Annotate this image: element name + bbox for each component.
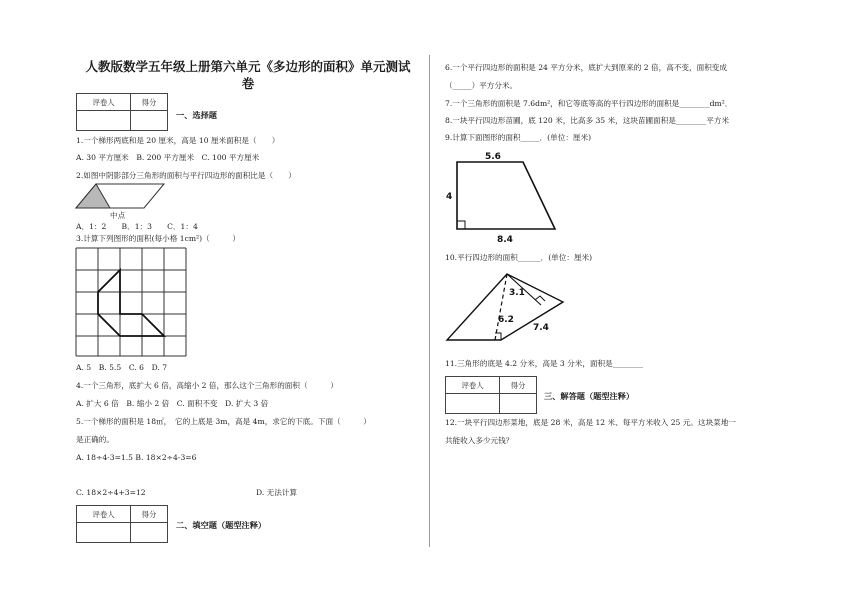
- reviewer-header: 评卷人: [446, 377, 500, 394]
- question-1-options: A. 30 平方厘米 B. 200 平方厘米 C. 100 平方厘米: [76, 153, 260, 162]
- grid-figure: [76, 248, 186, 358]
- question-1: 1.一个梯形两底和是 20 厘米，高是 10 厘米面积是（ ）: [76, 136, 280, 145]
- question-7: 7.一个三角形的面积是 7.6dm²，和它等底等高的平行四边形的面积是________dm²．: [445, 99, 733, 108]
- score-cell[interactable]: [500, 394, 537, 414]
- parallelogram-figure: [445, 268, 575, 348]
- section-fill-blank: 二、填空题（题型注释）: [176, 520, 267, 530]
- parallelogram-label-a: 3.1: [509, 288, 525, 298]
- question-12-cont: 共能收入多少元钱？: [445, 436, 514, 445]
- section-answer: 三、解答题（题型注释）: [544, 391, 635, 401]
- score-header: 得分: [500, 377, 537, 394]
- question-5-option-d: D. 无法计算: [256, 488, 298, 497]
- score-cell[interactable]: [131, 523, 168, 543]
- question-3: 3.计算下列图形的面积(每小格 1cm²)（ ）: [76, 234, 241, 243]
- question-5-cont: 是正确的。: [76, 435, 114, 444]
- question-8: 8.一块平行四边形苗圃，底 120 米，比高多 35 米，这块苗圃面积是________平方米: [445, 116, 730, 125]
- reviewer-header: 评卷人: [77, 94, 131, 111]
- question-9: 9.计算下面图形的面积_____．(单位：厘米): [445, 133, 592, 142]
- score-table-3: [445, 376, 537, 414]
- section-choice: 一、选择题: [176, 110, 217, 120]
- parallelogram-label-b: 6.2: [498, 315, 514, 325]
- score-header: 得分: [131, 94, 168, 111]
- trapezoid-top-label: 5.6: [485, 152, 501, 162]
- title-line-1: 人教版数学五年级上册第六单元《多边形的面积》单元测试: [85, 59, 411, 74]
- question-5-options-ab: A. 18÷4-3=1.5 B. 18×2÷4-3=6: [76, 453, 197, 462]
- question-3-options: A. 5 B. 5.5 C. 6 D. 7: [76, 363, 168, 372]
- trapezoid-left-label: 4: [446, 192, 453, 202]
- trapezoid-figure: [445, 147, 565, 247]
- reviewer-cell[interactable]: [77, 111, 131, 131]
- midpoint-label: 中点: [110, 211, 126, 220]
- title-line-2: 卷: [241, 76, 255, 91]
- column-divider: [429, 55, 430, 547]
- question-12: 12.一块平行四边形菜地，底是 28 米，高是 12 米、每平方米收入 25 元。这块菜地一: [445, 418, 736, 427]
- score-table-2: [76, 505, 168, 543]
- reviewer-cell[interactable]: [446, 394, 500, 414]
- question-5: 5.一个梯形的面积是 18㎡， 它的上底是 3m，高是 4m，求它的下底。下面（ ）: [76, 417, 372, 426]
- score-header: 得分: [131, 506, 168, 523]
- question-11: 11.三角形的底是 4.2 分米，高是 3 分米，面积是________: [445, 359, 644, 368]
- trapezoid-bottom-label: 8.4: [497, 235, 513, 245]
- question-6: 6.一个平行四边形的面积是 24 平方分米，底扩大到原来的 2 倍，高不变，面积变成: [445, 63, 727, 72]
- parallelogram-label-c: 7.4: [533, 323, 549, 333]
- question-6-cont: （_____）平方分米。: [445, 81, 518, 90]
- question-5-option-c: C. 18×2÷4+3=12: [76, 488, 146, 497]
- question-4-options: A. 扩大 6 倍 B. 缩小 2 倍 C. 面积不变 D. 扩大 3 倍: [76, 399, 269, 408]
- question-2-options: A．1：2 B．1：3 C．1：4: [76, 222, 198, 231]
- question-10: 10.平行四边形的面积______．(单位：厘米): [445, 253, 593, 262]
- score-cell[interactable]: [131, 111, 168, 131]
- reviewer-header: 评卷人: [77, 506, 131, 523]
- page-title: [72, 58, 424, 92]
- reviewer-cell[interactable]: [77, 523, 131, 543]
- question-4: 4.一个三角形，底扩大 6 倍，高缩小 2 倍，那么这个三角形的面积（ ）: [76, 381, 338, 390]
- score-table-1: [76, 93, 168, 131]
- question-2: 2.如图中阴影部分三角形的面积与平行四边形的面积比是（ ）: [76, 171, 296, 180]
